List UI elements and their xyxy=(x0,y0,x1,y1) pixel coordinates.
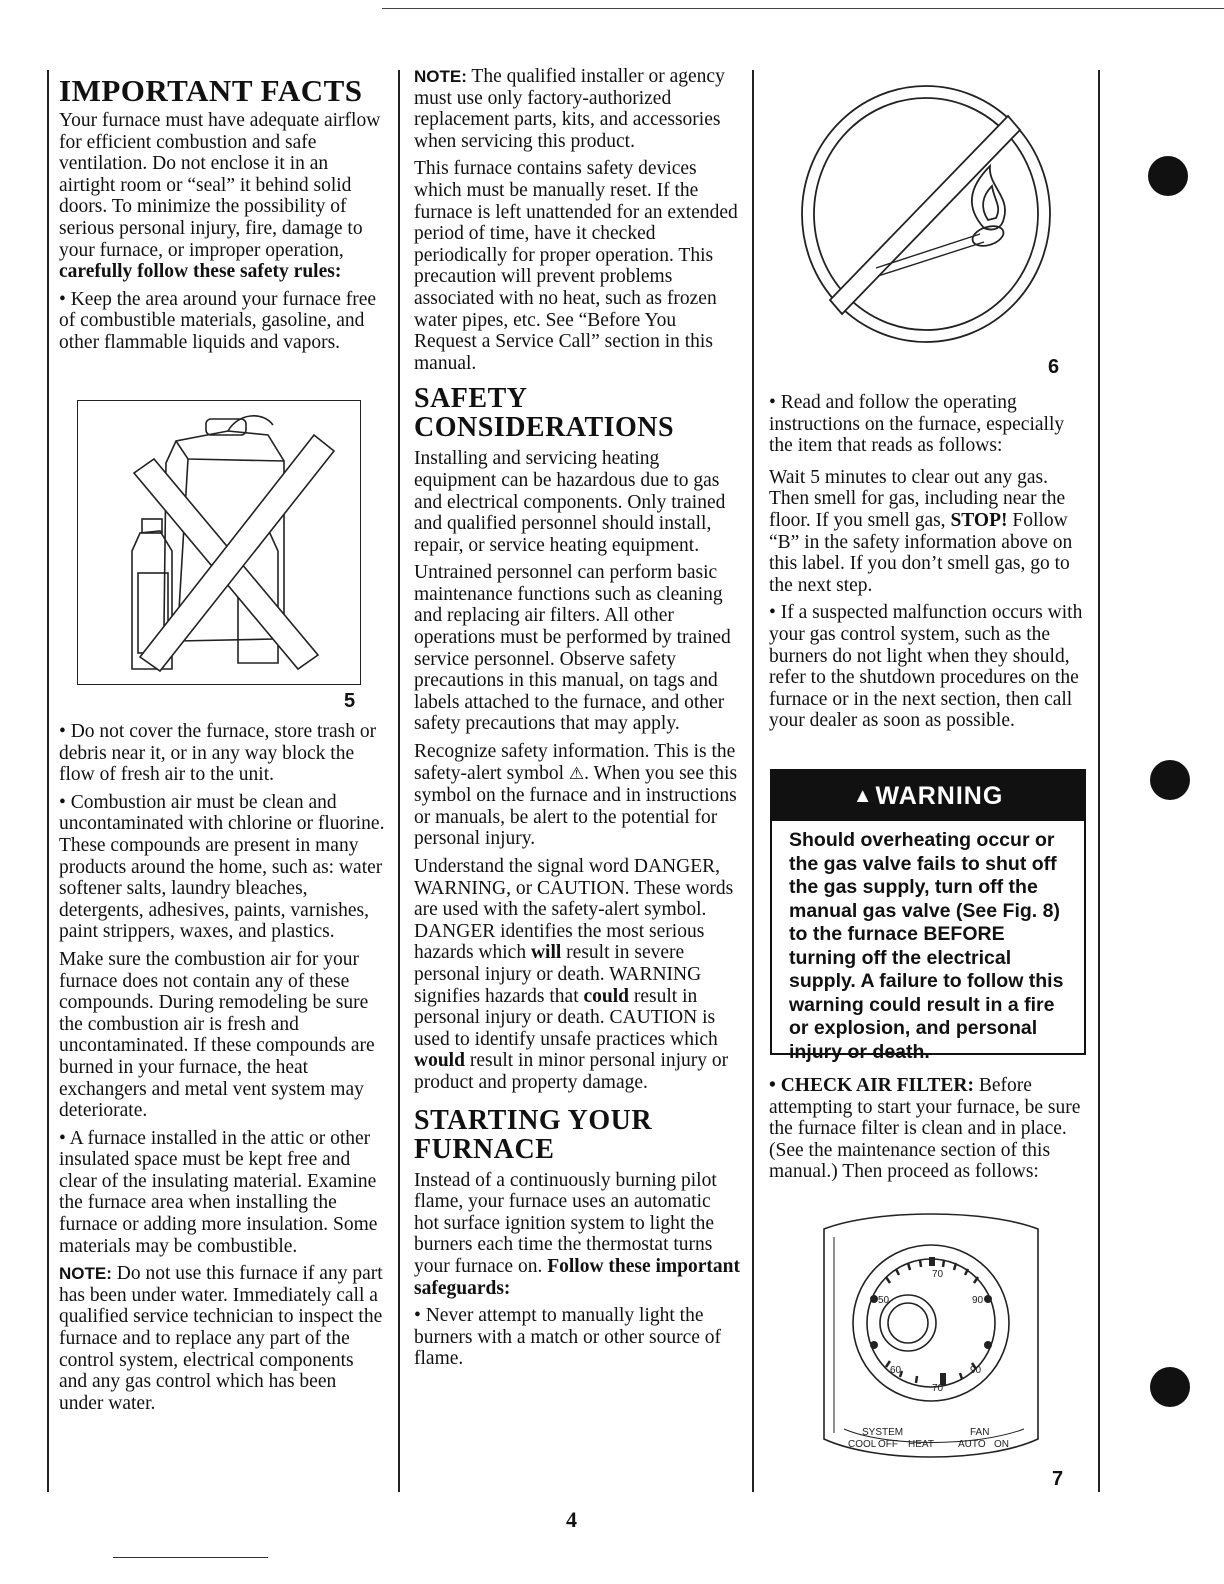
wait-text-a: Wait 5 minutes to clear out any gas. Then smell for gas, including near the floor. If you smell gas, xyxy=(769,466,1066,531)
page-number: 4 xyxy=(566,1507,577,1532)
warning-body: Should overheating occur or the gas valve fails to shut off the gas supply, turn off the manual gas valve (See Fig. 8) to the furnace BEFORE turning off the electrical supply. A failure to follow this warning could result in a fire or explosion, and personal injury or death. xyxy=(789,829,1064,1063)
para-instead xyxy=(414,1170,740,1300)
binder-hole-bottom xyxy=(1150,1367,1190,1407)
signal-text-b: result in severe personal injury or death. WARNING signifies hazards that xyxy=(414,942,702,1007)
para-recognize xyxy=(414,741,740,850)
figure-6-number: 6 xyxy=(1048,356,1060,378)
off-label: OFF xyxy=(878,1439,898,1450)
note-text: The qualified installer or agency must use only factory-authorized replacement parts, kits, and accessories when servicing this product. xyxy=(414,66,725,152)
bullet-suspected-malfunction: • If a suspected malfunction occurs with your gas control system, such as the burners do not light when they should, refer to the shutdown procedures on the furnace or in the next section, then call your dealer as soon as possible. xyxy=(769,602,1083,732)
fuel-cans-crossed-icon xyxy=(78,401,359,683)
column-3-lower xyxy=(769,1075,1091,1189)
intro-paragraph xyxy=(59,110,385,283)
recognize-text-a: Recognize safety information. This is the safety-alert symbol xyxy=(414,741,736,784)
warning-triangle-icon: ▲ xyxy=(852,784,874,807)
bottom-rule xyxy=(113,1557,268,1558)
bullet-do-not-cover: • Do not cover the furnace, store trash or debris near it, or in any way block the flow of fresh air to the unit. xyxy=(59,721,377,786)
column-rule-right xyxy=(1098,70,1100,1492)
bullet-combustible: • Keep the area around your furnace free of combustible materials, gasoline, and other flammable liquids and vapors. xyxy=(59,288,377,353)
starting-furnace-title-line1: STARTING YOUR xyxy=(414,1104,653,1136)
column-rule-2 xyxy=(398,70,400,1492)
safety-alert-icon: ⚠ xyxy=(568,763,585,784)
on-label: ON xyxy=(994,1439,1009,1450)
thermostat-icon xyxy=(816,1207,1046,1469)
note-under-water xyxy=(59,1263,385,1414)
para-combustion-compounds: Make sure the combustion air for your furnace does not contain any of these compounds. During remodeling be sure the combustion air is fresh and uncontaminated. If these compounds are burned in your furnace, the heat exchangers and metal vent system may deteriorate. xyxy=(59,948,375,1122)
stop-word: STOP! xyxy=(950,509,1008,531)
para-safety-devices: This furnace contains safety devices which must be manually reset. If the furnace is left unattended for an extended period of time, have it checked periodically for proper operation. This precaution will prevent problems associated with no heat, such as frozen water pipes, etc. See “Before You Request a Service Call” section in this manual. xyxy=(414,158,738,374)
figure-7-number: 7 xyxy=(1052,1468,1064,1490)
warning-header xyxy=(772,771,1084,821)
bullet-combustion-air: • Combustion air must be clean and uncontaminated with chlorine or fluorine. These compounds are present in many products around the home, such as: water softener salts, laundry bleaches, detergents, adhesives, paints, varnishes, paint strippers, waxes, and plastics. xyxy=(59,791,385,943)
column-rule-left xyxy=(47,70,49,1492)
signal-will: will xyxy=(530,942,562,964)
figure-5-fuel-cans xyxy=(77,400,361,685)
signal-text-c: result in personal injury or death. CAUTION is used to identify unsafe practices which xyxy=(414,985,718,1050)
para-untrained: Untrained personnel can perform basic maintenance functions such as cleaning and replacing air filters. All other operations must be performed by trained service personnel. Observe safety precautions in this manual, on tags and labels attached to the furnace, and other safety precautions that may apply. xyxy=(414,562,731,735)
auto-label: AUTO xyxy=(958,1439,986,1450)
system-label: SYSTEM xyxy=(862,1427,904,1438)
heat-label: HEAT xyxy=(908,1439,934,1450)
bullet-never-light: • Never attempt to manually light the burners with a match or other source of flame. xyxy=(414,1305,722,1370)
check-air-filter-label: • CHECK AIR FILTER: xyxy=(769,1075,974,1096)
para-installing: Installing and servicing heating equipment can be hazardous due to gas and electrical components. Only trained and qualified personnel should install, repair, or service heating equipment. xyxy=(414,448,726,556)
note-text: Do not use this furnace if any part has been under water. Immediately call a qualified service technician to inspect the furnace and to replace any part of the control system, electrical components and any gas control which has been under water. xyxy=(59,1263,383,1414)
signal-would: would xyxy=(414,1050,465,1072)
dial-90: 90 xyxy=(972,1295,984,1306)
dial-70-top: 70 xyxy=(932,1269,944,1280)
figure-7-thermostat xyxy=(816,1207,1046,1469)
check-air-filter xyxy=(769,1075,1091,1183)
para-wait-5-minutes xyxy=(769,467,1091,597)
note-qualified-installer xyxy=(414,66,740,152)
dial-50: 50 xyxy=(878,1295,890,1306)
safety-considerations-title-line2: CONSIDERATIONS xyxy=(414,412,675,444)
wait-text-b: Follow “B” in the safety information above on this label. If you don’t smell gas, go to the next step. xyxy=(769,509,1073,596)
column-2 xyxy=(414,66,740,1376)
bullet-read-follow: • Read and follow the operating instructions on the furnace, especially the item that reads as follows: xyxy=(769,392,1065,457)
figure-5-number: 5 xyxy=(344,690,356,712)
column-rule-3 xyxy=(752,70,754,1492)
para-signal-words xyxy=(414,856,740,1094)
column-1 xyxy=(59,74,385,360)
fan-label: FAN xyxy=(970,1427,990,1438)
intro-text: Your furnace must have adequate airflow for efficient combustion and safe ventilation. Do not enclose it in an airtight room or “seal” it behind solid doors. To minimize the possibility of serious personal injury, fire, damage to your furnace, or improper operation, xyxy=(59,110,381,261)
warning-box xyxy=(770,769,1086,1063)
safety-considerations-title-line1: SAFETY xyxy=(414,383,528,415)
figure-6-no-match xyxy=(798,78,1054,348)
note-label: NOTE: xyxy=(59,1264,112,1284)
dial-60: 60 xyxy=(890,1365,902,1376)
signal-could: could xyxy=(583,985,630,1007)
note-label: NOTE: xyxy=(414,67,467,86)
important-facts-title: IMPORTANT FACTS xyxy=(59,73,363,108)
signal-text-a: Understand the signal word DANGER, WARNING, or CAUTION. These words are used with the safety-alert symbol. DANGER identifies the most serious hazards which xyxy=(414,856,734,964)
column-3 xyxy=(769,392,1091,738)
dial-90-bottom: 90 xyxy=(970,1365,982,1376)
instead-text: Instead of a continuously burning pilot flame, your furnace uses an automatic hot surface ignition system to light the burners each time the thermostat turns your furnace on. xyxy=(414,1169,717,1277)
binder-hole-middle xyxy=(1150,760,1190,800)
check-air-filter-text: Before attempting to start your furnace, be sure the furnace filter is clean and in place. (See the maintenance section of this manual.) Then proceed as follows: xyxy=(769,1075,1081,1183)
cool-label: COOL xyxy=(848,1439,877,1450)
recognize-text-b: . When you see this symbol on the furnace and in instructions or manuals, be alert to the potential for personal injury. xyxy=(414,762,738,850)
top-rule xyxy=(382,8,1224,9)
dial-70-bottom: 70 xyxy=(932,1383,944,1394)
column-1-lower xyxy=(59,721,385,1420)
intro-bold: carefully follow these safety rules: xyxy=(59,261,342,283)
binder-hole-top xyxy=(1148,156,1188,196)
starting-furnace-title-line2: FURNACE xyxy=(414,1133,555,1165)
instead-bold: Follow these important safeguards: xyxy=(414,1255,741,1299)
bullet-attic: • A furnace installed in the attic or other insulated space must be kept free and clear of the insulating material. Examine the furnace area when installing the furnace or adding more insulation. Some materials may be combustible. xyxy=(59,1127,378,1257)
no-flame-icon xyxy=(798,78,1054,348)
signal-text-d: result in minor personal injury or product and property damage. xyxy=(414,1050,729,1093)
warning-title: WARNING xyxy=(875,781,1004,810)
